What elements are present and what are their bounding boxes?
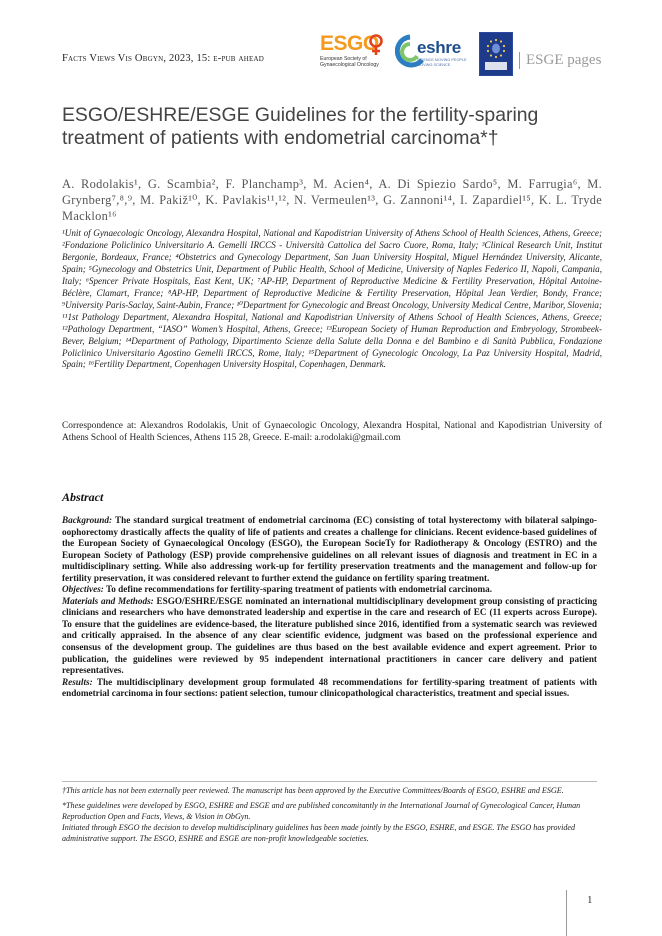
footnote: †This article has not been externally peer reviewed. The manuscript has been approved by the Executive Committees/Boards of ESGO, ESHRE and ESGE.: [62, 786, 564, 795]
footnote: *These guidelines were developed by ESGO, ESHRE and ESGE and are published concomitantly in the International Journal of Gynecological Cancer, Human Reproduction Open and Facts, Views, & Vision in ObGyn.: [62, 800, 581, 821]
abstract-body: [62, 515, 597, 700]
abstract-methods: [62, 596, 597, 677]
abstract-objectives: [62, 584, 597, 596]
journal-reference: Facts Views Vis Obgyn, 2023, 15: e-pub ahead: [62, 53, 264, 64]
footnotes: [62, 786, 597, 845]
female-symbol-icon: [368, 34, 384, 56]
eshre-logo-subtitle: SCIENCE MOVING PEOPLE MOVING SCIENCE: [417, 58, 467, 67]
abstract-results: [62, 677, 597, 700]
abstract-heading: Abstract: [62, 490, 104, 504]
abstract-background: [62, 515, 597, 584]
page-number: 1: [587, 894, 593, 906]
esgo-logo-word: ESGO: [320, 32, 379, 55]
abstract-section-text: To define recommendations for fertility-sparing treatment of patients with endometrial carcinoma.: [103, 584, 493, 595]
abstract-section-label: Objectives:: [62, 584, 104, 595]
section-label: ESGE pages: [519, 52, 601, 69]
author-list: A. Rodolakis¹, G. Scambia², F. Planchamp³, M. Acien⁴, A. Di Spiezio Sardo⁵, M. Farrugia⁶, M. Grynberg⁷,⁸,⁹, M. Pakiž¹⁰, K. Pavlakis¹¹,¹², N. Vermeulen¹³, G. Zannoni¹⁴, I. Zapardiel¹⁵, K. L. Tryde Macklon¹⁶: [62, 177, 602, 223]
abstract-section-label: Background:: [62, 515, 113, 525]
eshre-logo-word: eshre: [417, 38, 461, 57]
abstract-section-text: The standard surgical treatment of endometrial carcinoma (EC) consisting of total hysterectomy with bilateral salpingo-oophorectomy drastically affects the quality of life of patients and creates a challenge for clinicians. Recent evidence-based guidelines of the European Society of Gynaecological Oncology (ESGO), the European SocieTy for Radiotherapy & Oncology (ESTRO) and the European Society of Pathology (ESP) provide comprehensive guidelines on all relevant issues of diagnosis and treatment in EC in a multidisciplinary setting. While also addressing work-up for fertility preservation treatments and the management and follow-up for fertility preservation, it was considered relevant to further extend the guidance on fertility sparing treatment.: [62, 515, 597, 583]
abstract-section-text: The multidisciplinary development group formulated 48 recommendations for fertility-sparing treatment of patients with endometrial carcinoma in four sections: patient selection, tumour clinicopathological characteristics, treatment and special issues.: [62, 676, 597, 699]
footnote: Initiated through ESGO the decision to develop multidisciplinary guidelines has been made jointly by the ESGO, ESHRE, and ESGE. The ESGO has provided administrative support. The ESGO, ESHRE and ESGE are non-profit knowledgeable societies.: [62, 822, 576, 843]
esge-stars-icon: [480, 33, 512, 75]
correspondence-address: Correspondence at: Alexandros Rodolakis, Unit of Gynaecologic Oncology, Alexandra Hospital, National and Kapodistrian University of Athens School of Health Sciences, Athens 115 28, Greece. E-mail: a.rodolaki@gmail.com: [62, 421, 602, 443]
article-title: ESGO/ESHRE/ESGE Guidelines for the fertility-sparing treatment of patients with endometrial carcinoma*†: [62, 104, 539, 149]
esgo-logo-subtitle: European Society of Gynaecological Oncology: [320, 56, 379, 68]
abstract-section-label: Results:: [62, 676, 93, 687]
page-number-divider: [566, 890, 567, 936]
esgo-logo: [318, 32, 386, 74]
author-affiliations: ¹Unit of Gynaecologic Oncology, Alexandra Hospital, National and Kapodistrian University of Athens School of Health Sciences, Athens, Greece; ²Fondazione Policlinico Universitario A. Gemelli IRCCS - Università Cattolica del Sacro Cuore, Roma, Italy; ³Clinical Research Unit, Institut Bergonie, Bordeaux, France; ⁴Obstetrics and Gynecology Department, San Juan University Hospital, Miguel Hernández University, Alicante, Spain; ⁵Gynecology and Obstetrics Unit, Department of Public Health, School of Medicine, University of Naples Federico II, Napoli, Campania, Italy; ⁶Spencer Private Hospitals, East Kent, UK; ⁷AP-HP, Department of Reproductive Medicine & Fertility Preservation, Hôpital Antoine-Béclère, Clamart, France; ⁸AP-HP, Department of Reproductive Medicine & Fertility Preservation, Hôpital Jean Verdier, Bondy, France; ⁹University Paris-Saclay, Saint-Aubin, France; ¹⁰Department for Gynecologic and Breast Oncology, University Medical Centre, Maribor, Slovenia; ¹¹1st Pathology Department, Alexandra Hospital, National and Kapodistrian University of Athens School of Health Sciences, Athens, Greece; ¹²Pathology Department, “IASO” Women’s Hospital, Athens, Greece; ¹³European Society of Human Reproduction and Embryology, Strombeek-Bever, Belgium; ¹⁴Department of Pathology, Dipartimento Scienze della Salute della Donna e del Bambino e di Sanità Pubblica, Fondazione Policlinico Universitario Agostino Gemelli IRCCS, Rome, Italy; ¹⁵Department of Gynecologic Oncology, La Paz University Hospital, Madrid, Spain; ¹⁶Fertility Department, Copenhagen University Hospital, Copenhagen, Denmark.: [62, 228, 602, 370]
eshre-logo: [395, 32, 467, 76]
abstract-section-text: ESGO/ESHRE/ESGE nominated an international multidisciplinary development group consisting of practicing clinicians and researchers who have demonstrated leadership and expertise in the care and research of EC (11 experts across Europe). To ensure that the guidelines are evidence-based, the literature published since 2016, identified from a systematic search was reviewed and critically appraised. In the absence of any clear scientific evidence, judgment was based on the professional experience and consensus of the development group. The guidelines are thus based on the best available evidence and expert agreement. Prior to publication, the guidelines were reviewed by 95 independent international practitioners in cancer care delivery and patient representatives.: [62, 595, 597, 676]
esge-logo: [479, 32, 513, 76]
footnote-divider: [62, 781, 597, 782]
abstract-section-label: Materials and Methods:: [62, 595, 154, 606]
